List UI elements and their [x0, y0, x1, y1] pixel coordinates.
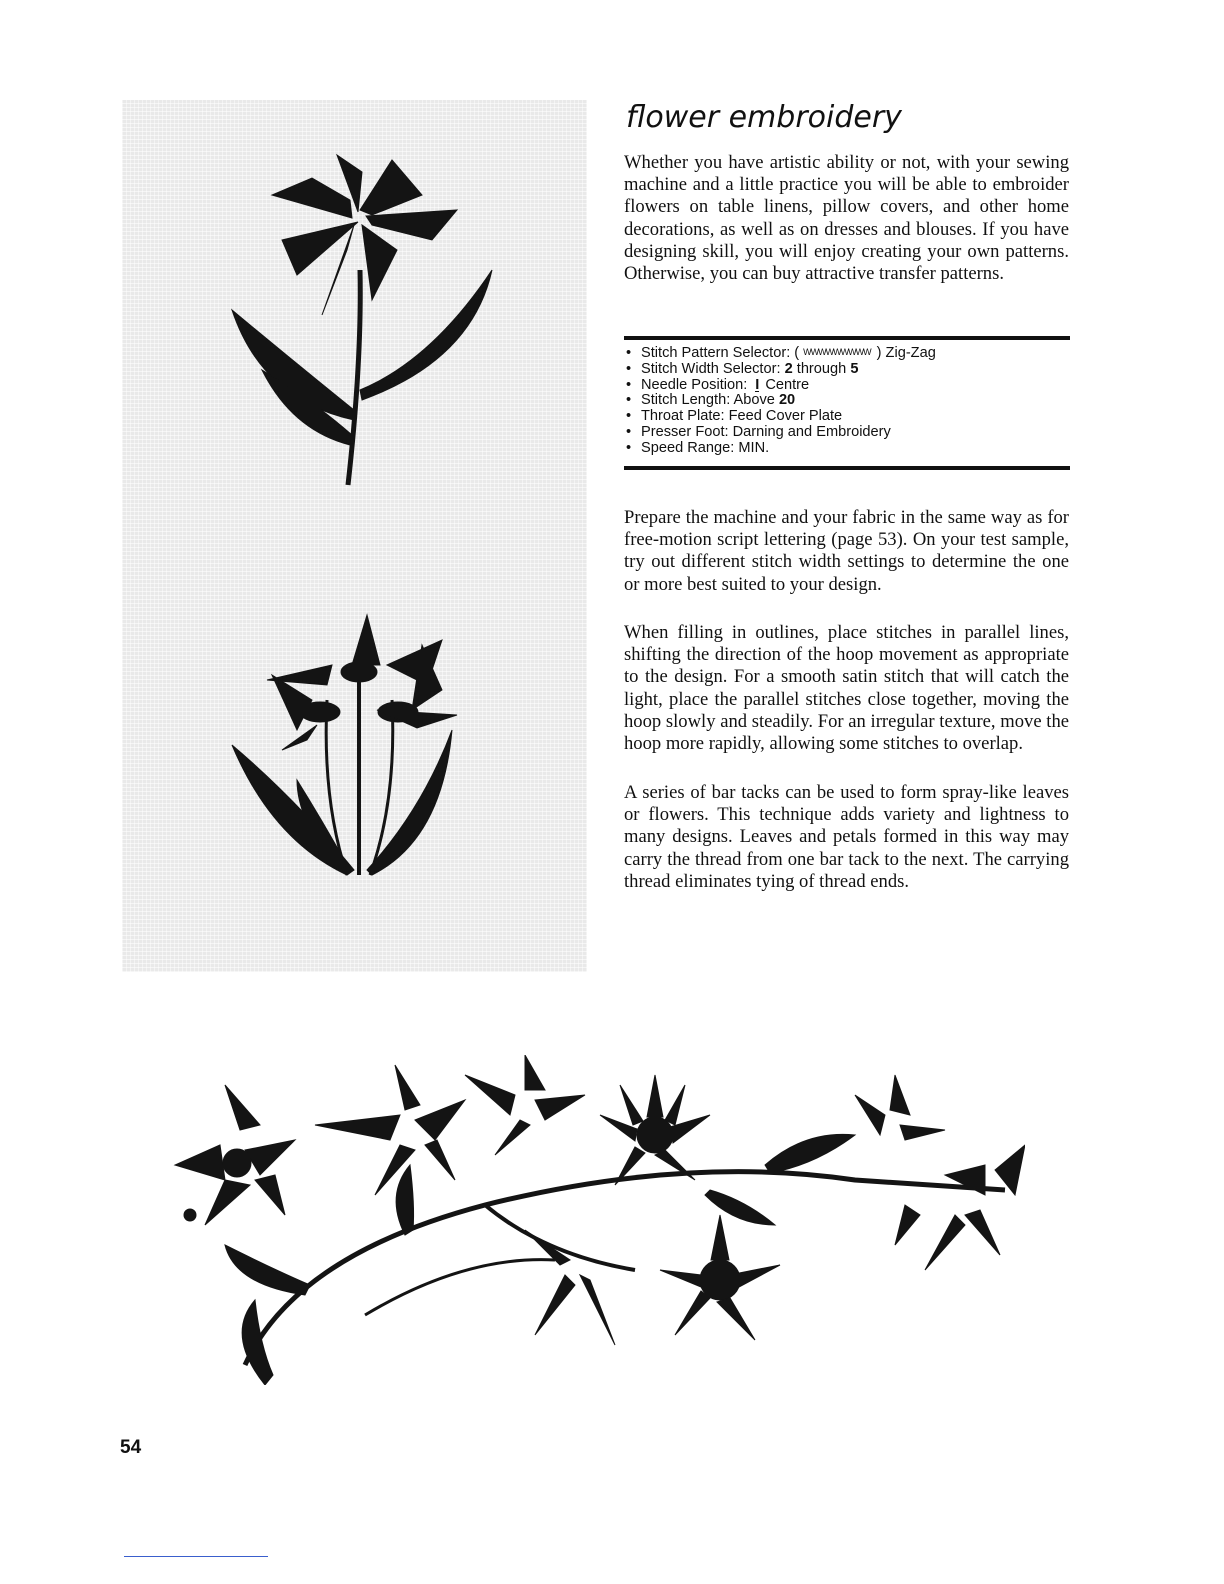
speed-range-setting: • Speed Range: MIN. — [626, 441, 1066, 457]
machine-settings-list — [626, 345, 1066, 457]
page-number: 54 — [120, 1437, 142, 1458]
needle-centre-icon: I — [755, 376, 760, 393]
zigzag-stitch-icon: WWWWWWWWW — [803, 347, 871, 357]
stitch-pattern-setting: • Stitch Pattern Selector: ( WWWWWWWWW ) Zig-Zag — [626, 345, 1066, 362]
settings-top-rule — [624, 336, 1070, 340]
embroidery-photo-panel — [122, 100, 587, 972]
page-title: flower embroidery — [626, 100, 902, 135]
embroidered-flowers-illustration — [122, 100, 587, 972]
stitch-width-setting: • Stitch Width Selector: 2 through 5 — [626, 362, 1066, 378]
stitch-length-setting: • Stitch Length: Above 20 — [626, 393, 1066, 409]
floral-border-illustration — [165, 1055, 1025, 1385]
bar-tacks-paragraph: A series of bar tacks can be used to form spray-like leaves or flowers. This technique adds variety and lightness to many designs. Leaves and petals formed in this way may carry the thread from one bar tack to the next. The carrying thread eliminates tying of thread ends. — [624, 782, 1069, 892]
throat-plate-setting: • Throat Plate: Feed Cover Plate — [626, 409, 1066, 425]
filling-outlines-paragraph: When filling in outlines, place stitches in parallel lines, shifting the direction of the hoop movement as appropriate to the design. For a smooth satin stitch that will catch the light, place the parallel stitches close together, moving the hoop slowly and steadily. For an irregular texture, move the hoop more rapidly, allowing some stitches to overlap. — [624, 622, 1069, 755]
preparation-paragraph: Prepare the machine and your fabric in the same way as for free-motion script lettering (page 53). On your test sample, try out different stitch width settings to determine the one or more best suited to your design. — [624, 507, 1069, 595]
presser-foot-setting: • Presser Foot: Darning and Embroidery — [626, 425, 1066, 441]
footer-line — [124, 1556, 268, 1557]
intro-paragraph: Whether you have artistic ability or not, with your sewing machine and a little practice you will be able to embroider flowers on table linens, pillow covers, and other home decorations, as well as on dresses and blouses. If you have designing skill, you will enjoy creating your own patterns. Otherwise, you can buy attractive transfer patterns. — [624, 152, 1069, 285]
needle-position-setting: • Needle Position: I Centre — [626, 378, 1066, 394]
settings-bottom-rule — [624, 466, 1070, 470]
